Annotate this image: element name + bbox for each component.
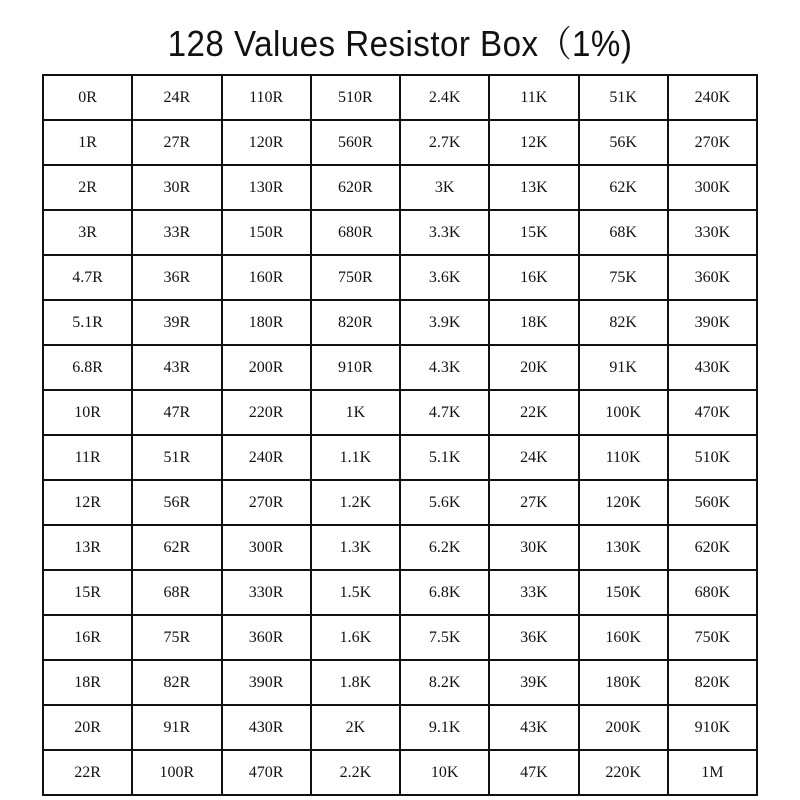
resistor-value-cell: 30K (489, 525, 578, 570)
resistor-value-cell: 20R (43, 705, 132, 750)
resistor-value-cell: 680R (311, 210, 400, 255)
resistor-value-cell: 43R (132, 345, 221, 390)
resistor-value-cell: 11R (43, 435, 132, 480)
resistor-value-cell: 62R (132, 525, 221, 570)
table-row (43, 120, 757, 165)
resistor-value-cell: 3.3K (400, 210, 489, 255)
resistor-value-cell: 820K (668, 660, 757, 705)
resistor-value-cell: 4.7R (43, 255, 132, 300)
page-title: 128 Values Resistor Box（1%) (167, 23, 633, 64)
resistor-value-cell: 2.2K (311, 750, 400, 795)
resistor-values-grid (42, 74, 758, 781)
resistor-value-cell: 36K (489, 615, 578, 660)
resistor-value-cell: 62K (579, 165, 668, 210)
resistor-value-cell: 6.8K (400, 570, 489, 615)
resistor-value-cell: 510R (311, 75, 400, 120)
resistor-value-cell: 300K (668, 165, 757, 210)
table-row (43, 390, 757, 435)
resistor-value-cell: 18K (489, 300, 578, 345)
resistor-value-cell: 56R (132, 480, 221, 525)
resistor-value-cell: 75K (579, 255, 668, 300)
resistor-value-cell: 150K (579, 570, 668, 615)
resistor-value-cell: 7.5K (400, 615, 489, 660)
resistor-value-cell: 3.9K (400, 300, 489, 345)
resistor-value-cell: 6.2K (400, 525, 489, 570)
resistor-value-cell: 360K (668, 255, 757, 300)
resistor-value-cell: 620R (311, 165, 400, 210)
table-row (43, 255, 757, 300)
table-row (43, 210, 757, 255)
resistor-value-cell: 180K (579, 660, 668, 705)
table-row (43, 570, 757, 615)
resistor-value-cell: 22R (43, 750, 132, 795)
table-row (43, 75, 757, 120)
resistor-value-cell: 47K (489, 750, 578, 795)
resistor-value-cell: 200K (579, 705, 668, 750)
resistor-value-cell: 2R (43, 165, 132, 210)
resistor-value-cell: 91K (579, 345, 668, 390)
resistor-value-cell: 2.7K (400, 120, 489, 165)
resistor-value-cell: 68K (579, 210, 668, 255)
resistor-value-cell: 270R (222, 480, 311, 525)
resistor-value-cell: 5.1R (43, 300, 132, 345)
table-row (43, 525, 757, 570)
resistor-value-cell: 0R (43, 75, 132, 120)
resistor-value-cell: 820R (311, 300, 400, 345)
resistor-value-cell: 10K (400, 750, 489, 795)
resistor-value-cell: 27R (132, 120, 221, 165)
resistor-value-cell: 22K (489, 390, 578, 435)
resistor-value-cell: 16K (489, 255, 578, 300)
resistor-value-cell: 15R (43, 570, 132, 615)
resistor-value-cell: 3R (43, 210, 132, 255)
resistor-value-cell: 10R (43, 390, 132, 435)
resistor-value-cell: 8.2K (400, 660, 489, 705)
table-row (43, 345, 757, 390)
resistor-value-cell: 910K (668, 705, 757, 750)
resistor-value-cell: 51R (132, 435, 221, 480)
resistor-value-cell: 560R (311, 120, 400, 165)
resistor-value-cell: 3.6K (400, 255, 489, 300)
resistor-value-cell: 750K (668, 615, 757, 660)
values-table-body (43, 75, 757, 795)
resistor-value-cell: 1R (43, 120, 132, 165)
resistor-value-cell: 39R (132, 300, 221, 345)
resistor-value-cell: 110K (579, 435, 668, 480)
resistor-value-cell: 13R (43, 525, 132, 570)
resistor-value-cell: 20K (489, 345, 578, 390)
resistor-value-cell: 18R (43, 660, 132, 705)
resistor-value-cell: 1M (668, 750, 757, 795)
resistor-value-cell: 43K (489, 705, 578, 750)
table-row (43, 660, 757, 705)
resistor-value-cell: 36R (132, 255, 221, 300)
resistor-value-cell: 15K (489, 210, 578, 255)
resistor-value-cell: 510K (668, 435, 757, 480)
table-row (43, 300, 757, 345)
resistor-value-cell: 120K (579, 480, 668, 525)
resistor-value-cell: 1.8K (311, 660, 400, 705)
table-row (43, 705, 757, 750)
resistor-value-cell: 390R (222, 660, 311, 705)
resistor-value-cell: 4.3K (400, 345, 489, 390)
resistor-value-cell: 30R (132, 165, 221, 210)
resistor-value-cell: 680K (668, 570, 757, 615)
resistor-value-cell: 51K (579, 75, 668, 120)
resistor-value-cell: 12R (43, 480, 132, 525)
resistor-value-cell: 91R (132, 705, 221, 750)
resistor-value-cell: 430R (222, 705, 311, 750)
resistor-value-cell: 330R (222, 570, 311, 615)
resistor-value-cell: 110R (222, 75, 311, 120)
resistor-value-cell: 11K (489, 75, 578, 120)
resistor-value-cell: 1.3K (311, 525, 400, 570)
resistor-value-cell: 240K (668, 75, 757, 120)
table-row (43, 435, 757, 480)
resistor-value-cell: 2K (311, 705, 400, 750)
resistor-value-cell: 4.7K (400, 390, 489, 435)
resistor-value-cell: 75R (132, 615, 221, 660)
resistor-value-cell: 82K (579, 300, 668, 345)
resistor-value-cell: 3K (400, 165, 489, 210)
resistor-value-cell: 390K (668, 300, 757, 345)
resistor-value-cell: 6.8R (43, 345, 132, 390)
resistor-value-cell: 130K (579, 525, 668, 570)
resistor-value-cell: 16R (43, 615, 132, 660)
table-row (43, 615, 757, 660)
resistor-value-cell: 5.1K (400, 435, 489, 480)
table-row (43, 480, 757, 525)
resistor-value-cell: 68R (132, 570, 221, 615)
resistor-value-cell: 1.6K (311, 615, 400, 660)
resistor-value-cell: 150R (222, 210, 311, 255)
resistor-value-cell: 910R (311, 345, 400, 390)
resistor-value-cell: 470K (668, 390, 757, 435)
resistor-value-cell: 1.1K (311, 435, 400, 480)
resistor-value-cell: 39K (489, 660, 578, 705)
resistor-value-cell: 47R (132, 390, 221, 435)
resistor-value-cell: 100R (132, 750, 221, 795)
resistor-value-cell: 24R (132, 75, 221, 120)
resistor-value-cell: 300R (222, 525, 311, 570)
resistor-value-cell: 33K (489, 570, 578, 615)
resistor-value-cell: 56K (579, 120, 668, 165)
resistor-value-cell: 430K (668, 345, 757, 390)
resistor-value-cell: 160K (579, 615, 668, 660)
resistor-value-cell: 200R (222, 345, 311, 390)
resistor-value-cell: 1.5K (311, 570, 400, 615)
resistor-value-cell: 82R (132, 660, 221, 705)
resistor-value-cell: 13K (489, 165, 578, 210)
resistor-value-cell: 24K (489, 435, 578, 480)
resistor-value-cell: 12K (489, 120, 578, 165)
resistor-value-cell: 180R (222, 300, 311, 345)
resistor-value-cell: 220K (579, 750, 668, 795)
resistor-value-cell: 750R (311, 255, 400, 300)
resistor-value-cell: 470R (222, 750, 311, 795)
resistor-value-cell: 27K (489, 480, 578, 525)
resistor-value-cell: 270K (668, 120, 757, 165)
table-row (43, 750, 757, 795)
resistor-value-cell: 330K (668, 210, 757, 255)
resistor-value-cell: 1.2K (311, 480, 400, 525)
resistor-value-cell: 620K (668, 525, 757, 570)
resistor-value-cell: 2.4K (400, 75, 489, 120)
resistor-value-cell: 5.6K (400, 480, 489, 525)
table-row (43, 165, 757, 210)
resistor-value-cell: 130R (222, 165, 311, 210)
values-table (42, 74, 758, 796)
resistor-value-cell: 360R (222, 615, 311, 660)
resistor-value-cell: 220R (222, 390, 311, 435)
resistor-value-cell: 9.1K (400, 705, 489, 750)
resistor-value-cell: 33R (132, 210, 221, 255)
resistor-value-cell: 100K (579, 390, 668, 435)
resistor-value-cell: 560K (668, 480, 757, 525)
resistor-value-cell: 160R (222, 255, 311, 300)
resistor-value-cell: 120R (222, 120, 311, 165)
resistor-value-cell: 1K (311, 390, 400, 435)
resistor-value-cell: 240R (222, 435, 311, 480)
